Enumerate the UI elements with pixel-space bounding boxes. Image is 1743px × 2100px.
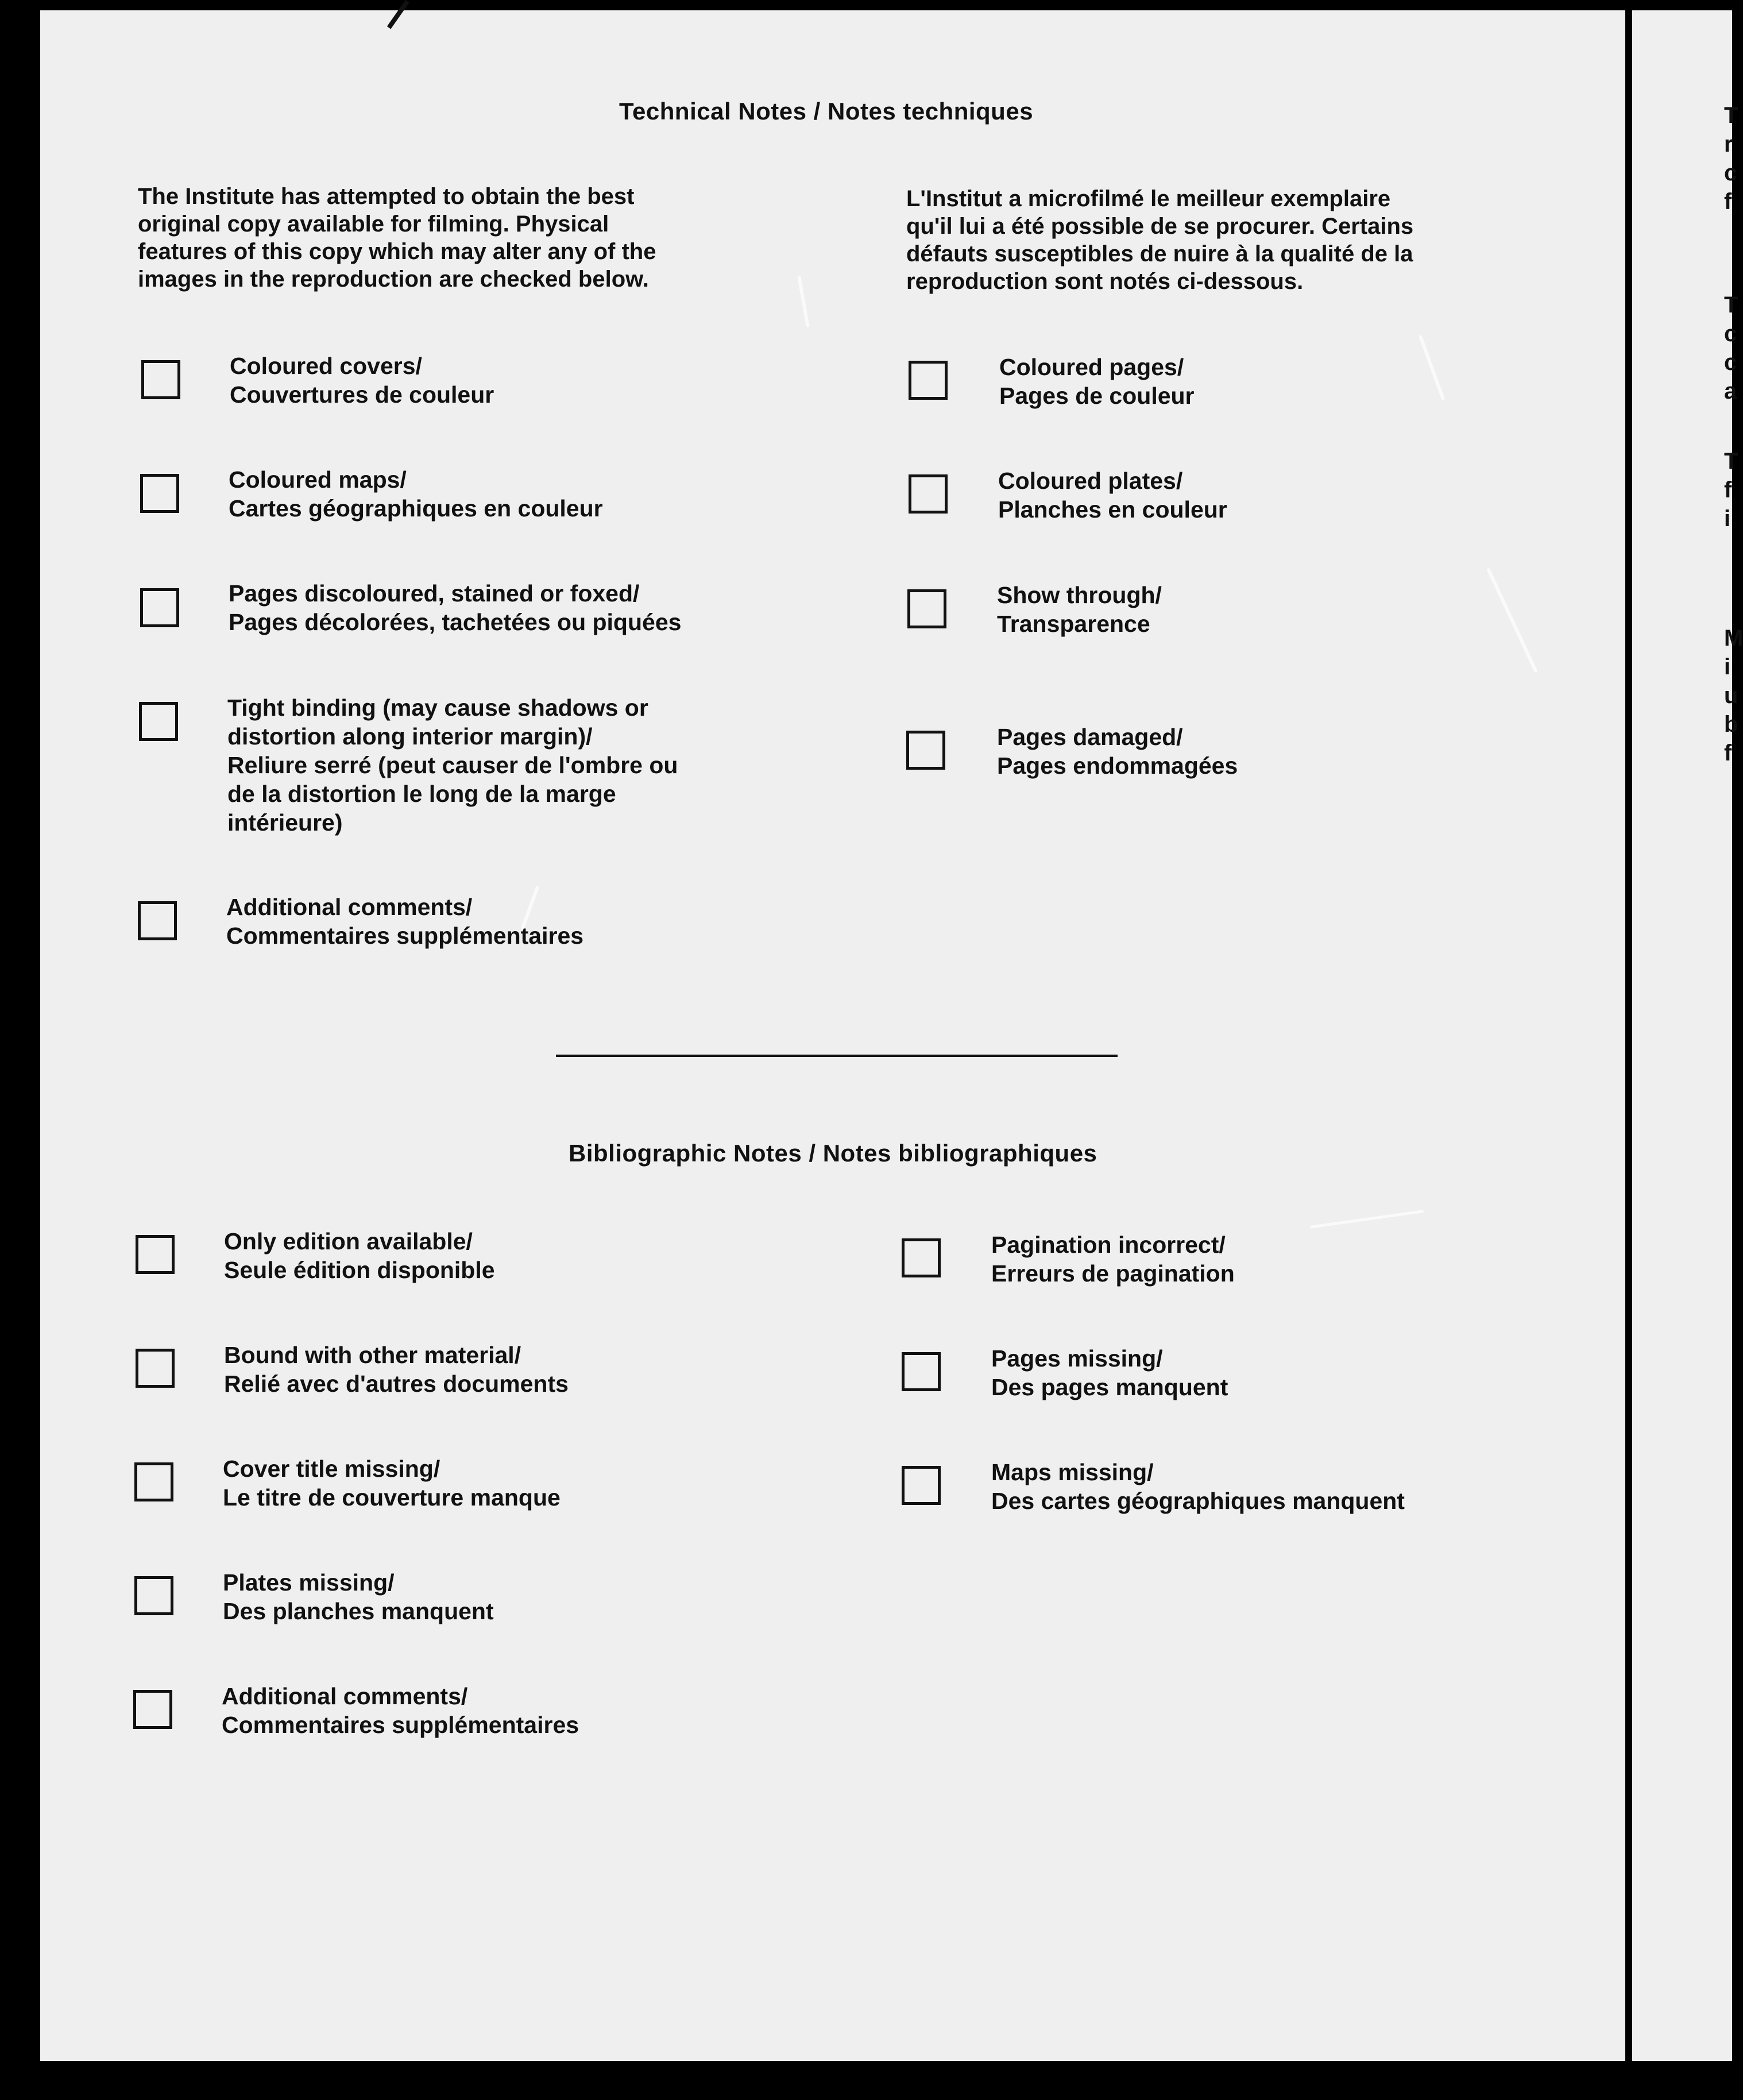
checkbox-cover-title-missing[interactable] (134, 1462, 173, 1501)
section-divider (556, 1055, 1118, 1057)
intro-fr-line: défauts susceptibles de nuire à la qualité de la (906, 241, 1413, 267)
label-maps-missing-fr: Des cartes géographiques manquent (991, 1488, 1405, 1514)
label-maps-missing-en: Maps missing/ (991, 1459, 1154, 1485)
checkbox-maps-missing[interactable] (902, 1466, 941, 1505)
side-fragment: M i u b f (1724, 626, 1743, 766)
intro-fr-line: reproduction sont notés ci-dessous. (906, 269, 1304, 294)
checkbox-additional-comments-technical[interactable] (138, 901, 177, 940)
checkbox-coloured-maps[interactable] (140, 474, 179, 513)
label-coloured-plates-fr: Planches en couleur (998, 496, 1227, 523)
side-fragment: T r c f (1724, 103, 1738, 214)
bibliographic-notes-heading: Bibliographic Notes / Notes bibliographiques (569, 1140, 1097, 1167)
intro-fr-line: L'Institut a microfilmé le meilleur exemplaire (906, 186, 1391, 211)
checkbox-pages-damaged[interactable] (906, 731, 945, 770)
label-only-edition-en: Only edition available/ (224, 1228, 473, 1254)
label-coloured-maps-fr: Cartes géographiques en couleur (229, 495, 603, 522)
label-pagination-incorrect-en: Pagination incorrect/ (991, 1232, 1226, 1258)
checkbox-coloured-pages[interactable] (909, 361, 948, 400)
intro-en-line: original copy available for filming. Physical (138, 211, 609, 237)
label-coloured-maps-en: Coloured maps/ (229, 466, 407, 493)
label-additional-comments-fr: Commentaires supplémentaires (226, 922, 584, 949)
label-only-edition-fr: Seule édition disponible (224, 1257, 495, 1283)
label-pages-discoloured-en: Pages discoloured, stained or foxed/ (229, 580, 640, 607)
label-plates-missing-fr: Des planches manquent (223, 1598, 494, 1624)
label-pages-damaged-en: Pages damaged/ (997, 724, 1183, 750)
label-additional-comments-en: Additional comments/ (226, 894, 473, 920)
label-pages-missing-fr: Des pages manquent (991, 1374, 1228, 1400)
label-tight-binding-line: distortion along interior margin)/ (227, 723, 593, 750)
label-bound-with-fr: Relié avec d'autres documents (224, 1371, 569, 1397)
checkbox-pagination-incorrect[interactable] (902, 1238, 941, 1277)
label-pagination-incorrect-fr: Erreurs de pagination (991, 1260, 1235, 1287)
label-tight-binding-line: Tight binding (may cause shadows or (227, 694, 648, 721)
checkbox-only-edition[interactable] (136, 1235, 175, 1274)
intro-fr-line: qu'il lui a été possible de se procurer. Certains (906, 214, 1414, 239)
label-coloured-covers-en: Coloured covers/ (230, 353, 422, 379)
label-pages-missing-en: Pages missing/ (991, 1345, 1163, 1372)
label-additional-comments-bib-en: Additional comments/ (222, 1683, 468, 1709)
checkbox-pages-discoloured[interactable] (140, 588, 179, 627)
side-fragment: T f i (1724, 449, 1738, 531)
label-coloured-plates-en: Coloured plates/ (998, 468, 1183, 494)
label-pages-damaged-fr: Pages endommagées (997, 752, 1238, 779)
label-coloured-pages-fr: Pages de couleur (999, 383, 1195, 409)
label-plates-missing-en: Plates missing/ (223, 1569, 395, 1596)
label-cover-title-missing-en: Cover title missing/ (223, 1456, 440, 1482)
checkbox-coloured-covers[interactable] (141, 360, 180, 399)
checkbox-coloured-plates[interactable] (909, 474, 948, 514)
label-coloured-covers-fr: Couvertures de couleur (230, 381, 494, 408)
adjacent-page-strip (1632, 10, 1743, 2061)
technical-notes-heading: Technical Notes / Notes techniques (619, 98, 1034, 125)
checkbox-additional-comments-bibliographic[interactable] (133, 1690, 172, 1729)
label-show-through-fr: Transparence (997, 611, 1150, 637)
intro-en-line: The Institute has attempted to obtain the best (138, 184, 635, 209)
checkbox-show-through[interactable] (907, 589, 946, 628)
label-cover-title-missing-fr: Le titre de couverture manque (223, 1484, 561, 1511)
label-bound-with-en: Bound with other material/ (224, 1342, 521, 1368)
label-tight-binding-line: intérieure) (227, 809, 343, 836)
label-additional-comments-bib-fr: Commentaires supplémentaires (222, 1712, 579, 1738)
label-pages-discoloured-fr: Pages décolorées, tachetées ou piquées (229, 609, 682, 635)
checkbox-plates-missing[interactable] (134, 1576, 173, 1615)
checkbox-tight-binding[interactable] (139, 702, 178, 741)
intro-en-line: features of this copy which may alter any of the (138, 239, 656, 264)
checkbox-pages-missing[interactable] (902, 1352, 941, 1391)
label-tight-binding-line: de la distortion le long de la marge (227, 781, 616, 807)
label-coloured-pages-en: Coloured pages/ (999, 354, 1184, 380)
intro-en-line: images in the reproduction are checked below. (138, 267, 649, 292)
label-show-through-en: Show through/ (997, 582, 1162, 608)
document-sheet (40, 10, 1625, 2061)
checkbox-bound-with[interactable] (136, 1349, 175, 1388)
side-fragment: T c c a (1724, 292, 1738, 404)
label-tight-binding-line: Reliure serré (peut causer de l'ombre ou (227, 752, 678, 778)
